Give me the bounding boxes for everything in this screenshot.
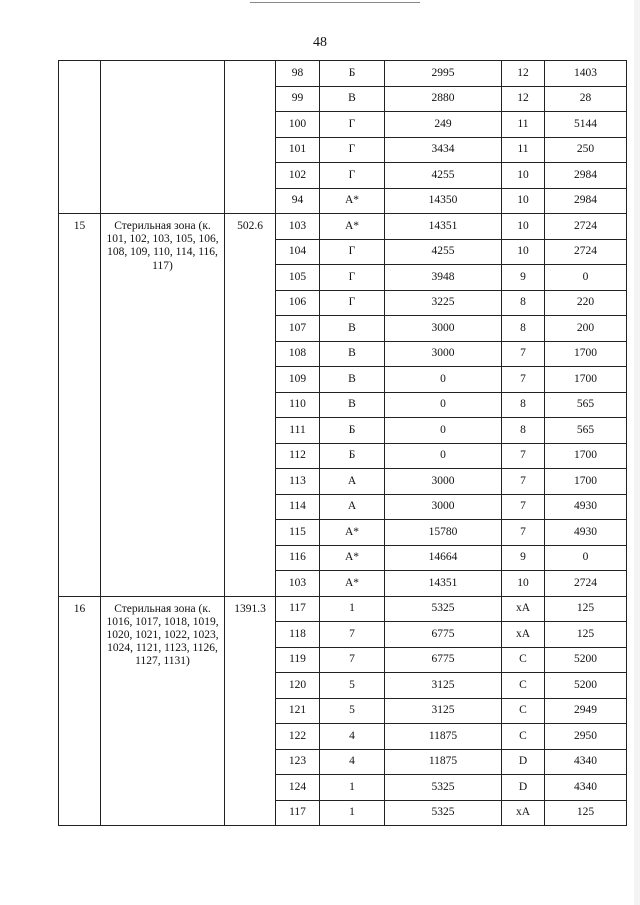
point-number-cell: 117 [276,596,320,622]
point-number-cell: 115 [276,520,320,546]
category-cell: 7 [320,647,385,673]
point-number-cell: 112 [276,443,320,469]
class-cell: 9 [502,265,545,291]
class-cell: 8 [502,392,545,418]
category-cell: А* [320,520,385,546]
category-cell: Г [320,265,385,291]
value-cell: 14350 [385,188,502,214]
count-cell: 2724 [545,571,627,597]
point-number-cell: 117 [276,800,320,826]
zone-number-cell: 16 [59,596,101,826]
class-cell: D [502,775,545,801]
value-cell: 3000 [385,469,502,495]
point-number-cell: 94 [276,188,320,214]
point-number-cell: 100 [276,112,320,138]
point-number-cell: 98 [276,61,320,87]
category-cell: Г [320,137,385,163]
count-cell: 28 [545,86,627,112]
category-cell: А* [320,571,385,597]
point-number-cell: 103 [276,571,320,597]
class-cell: 10 [502,214,545,240]
category-cell: 5 [320,673,385,699]
class-cell: C [502,647,545,673]
count-cell: 565 [545,392,627,418]
count-cell: 220 [545,290,627,316]
count-cell: 250 [545,137,627,163]
count-cell: 4930 [545,494,627,520]
value-cell: 4255 [385,163,502,189]
count-cell: 0 [545,265,627,291]
category-cell: 1 [320,596,385,622]
class-cell: 7 [502,367,545,393]
value-cell: 0 [385,443,502,469]
point-number-cell: 105 [276,265,320,291]
count-cell: 1700 [545,341,627,367]
class-cell: 10 [502,571,545,597]
value-cell: 15780 [385,520,502,546]
count-cell: 125 [545,800,627,826]
table-row [59,61,627,87]
value-cell: 2995 [385,61,502,87]
count-cell: 2949 [545,698,627,724]
point-number-cell: 119 [276,647,320,673]
page-edge [634,0,640,905]
zone-number-cell [59,61,101,214]
category-cell: А* [320,545,385,571]
value-cell: 3948 [385,265,502,291]
value-cell: 4255 [385,239,502,265]
top-rule [250,2,420,3]
count-cell: 2950 [545,724,627,750]
category-cell: Б [320,418,385,444]
page-number: 48 [313,35,327,50]
category-cell: Г [320,290,385,316]
point-number-cell: 120 [276,673,320,699]
category-cell: А [320,494,385,520]
count-cell: 5144 [545,112,627,138]
value-cell: 5325 [385,775,502,801]
point-number-cell: 109 [276,367,320,393]
count-cell: 1700 [545,367,627,393]
value-cell: 14351 [385,571,502,597]
value-cell: 3434 [385,137,502,163]
category-cell: 4 [320,749,385,775]
count-cell: 2724 [545,239,627,265]
count-cell: 2984 [545,163,627,189]
count-cell: 4340 [545,749,627,775]
table-row [59,596,627,622]
count-cell: 1700 [545,469,627,495]
zone-number-cell: 15 [59,214,101,597]
point-number-cell: 118 [276,622,320,648]
class-cell: 10 [502,239,545,265]
class-cell: 7 [502,341,545,367]
value-cell: 3225 [385,290,502,316]
value-cell: 0 [385,418,502,444]
class-cell: C [502,698,545,724]
class-cell: 7 [502,520,545,546]
class-cell: 12 [502,86,545,112]
point-number-cell: 121 [276,698,320,724]
point-number-cell: 103 [276,214,320,240]
class-cell: хА [502,800,545,826]
count-cell: 0 [545,545,627,571]
category-cell: Г [320,163,385,189]
class-cell: 11 [502,137,545,163]
value-cell: 11875 [385,724,502,750]
class-cell: C [502,724,545,750]
category-cell: 1 [320,775,385,801]
value-cell: 249 [385,112,502,138]
table-body [59,61,627,826]
count-cell: 1403 [545,61,627,87]
category-cell: Г [320,239,385,265]
class-cell: 12 [502,61,545,87]
value-cell: 3000 [385,494,502,520]
category-cell: Б [320,443,385,469]
value-cell: 0 [385,367,502,393]
zone-area-cell [225,61,276,214]
value-cell: 2880 [385,86,502,112]
point-number-cell: 116 [276,545,320,571]
class-cell: 8 [502,316,545,342]
count-cell: 4930 [545,520,627,546]
category-cell: 4 [320,724,385,750]
point-number-cell: 104 [276,239,320,265]
value-cell: 3125 [385,673,502,699]
category-cell: В [320,316,385,342]
class-cell: хА [502,596,545,622]
category-cell: А [320,469,385,495]
value-cell: 5325 [385,596,502,622]
category-cell: В [320,367,385,393]
count-cell: 125 [545,596,627,622]
point-number-cell: 122 [276,724,320,750]
category-cell: А* [320,214,385,240]
count-cell: 5200 [545,673,627,699]
count-cell: 5200 [545,647,627,673]
point-number-cell: 107 [276,316,320,342]
class-cell: 7 [502,443,545,469]
category-cell: 1 [320,800,385,826]
value-cell: 0 [385,392,502,418]
class-cell: 8 [502,418,545,444]
value-cell: 3000 [385,341,502,367]
count-cell: 2724 [545,214,627,240]
point-number-cell: 124 [276,775,320,801]
class-cell: 9 [502,545,545,571]
point-number-cell: 113 [276,469,320,495]
class-cell: 7 [502,494,545,520]
class-cell: 10 [502,188,545,214]
point-number-cell: 101 [276,137,320,163]
count-cell: 2984 [545,188,627,214]
point-number-cell: 123 [276,749,320,775]
class-cell: C [502,673,545,699]
zone-area-cell: 1391.3 [225,596,276,826]
class-cell: хА [502,622,545,648]
count-cell: 4340 [545,775,627,801]
value-cell: 14664 [385,545,502,571]
category-cell: А* [320,188,385,214]
category-cell: 7 [320,622,385,648]
value-cell: 6775 [385,647,502,673]
zone-area-cell: 502.6 [225,214,276,597]
class-cell: 10 [502,163,545,189]
point-number-cell: 110 [276,392,320,418]
zone-name-cell: Стерильная зона (к. 101, 102, 103, 105, 106, 108, 109, 110, 114, 116, 117) [101,214,225,597]
value-cell: 3125 [385,698,502,724]
point-number-cell: 114 [276,494,320,520]
category-cell: В [320,86,385,112]
zone-name-cell: Стерильная зона (к. 1016, 1017, 1018, 1019, 1020, 1021, 1022, 1023, 1024, 1121, 1123, 1126, 1127, 1131) [101,596,225,826]
point-number-cell: 106 [276,290,320,316]
category-cell: В [320,341,385,367]
category-cell: В [320,392,385,418]
category-cell: 5 [320,698,385,724]
point-number-cell: 102 [276,163,320,189]
count-cell: 125 [545,622,627,648]
class-cell: D [502,749,545,775]
value-cell: 6775 [385,622,502,648]
value-cell: 5325 [385,800,502,826]
class-cell: 8 [502,290,545,316]
value-cell: 14351 [385,214,502,240]
class-cell: 7 [502,469,545,495]
point-number-cell: 99 [276,86,320,112]
table-row [59,214,627,240]
zone-table [58,60,627,826]
category-cell: Г [320,112,385,138]
category-cell: Б [320,61,385,87]
value-cell: 3000 [385,316,502,342]
class-cell: 11 [502,112,545,138]
count-cell: 1700 [545,443,627,469]
zone-name-cell [101,61,225,214]
value-cell: 11875 [385,749,502,775]
point-number-cell: 108 [276,341,320,367]
point-number-cell: 111 [276,418,320,444]
count-cell: 200 [545,316,627,342]
count-cell: 565 [545,418,627,444]
